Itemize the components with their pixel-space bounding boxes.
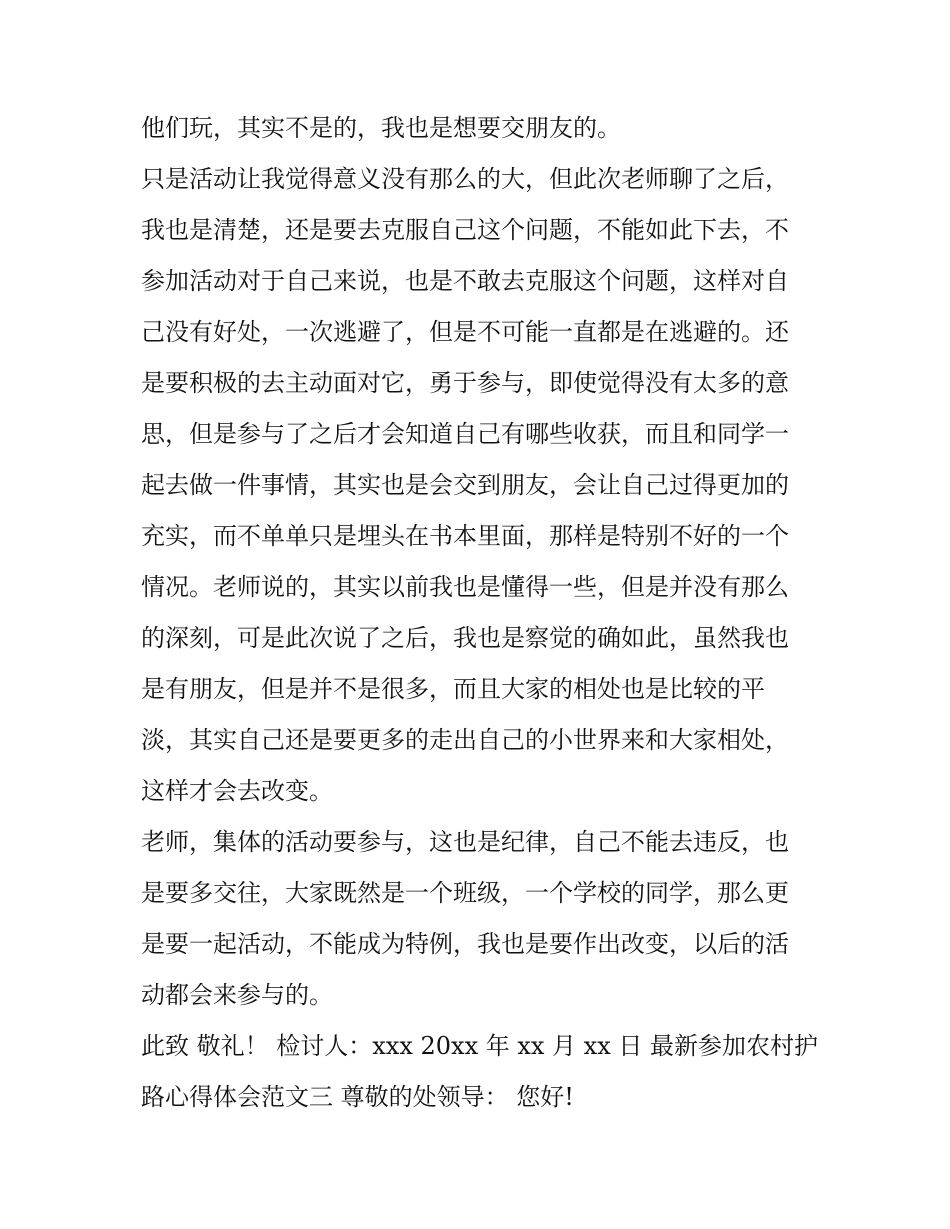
- text-line: 充实，而不单单只是埋头在书本里面，那样是特别不好的一个: [141, 522, 789, 550]
- text-line: 是要一起活动，不能成为特例，我也是要作出改变，以后的活: [141, 930, 789, 958]
- text-line: 他们玩，其实不是的，我也是想要交朋友的。: [141, 114, 621, 142]
- text-line: 己没有好处，一次逃避了，但是不可能一直都是在逃避的。还: [141, 318, 789, 346]
- text-line: 是有朋友，但是并不是很多，而且大家的相处也是比较的平: [141, 675, 765, 703]
- text-line: 此致 敬礼！ 检讨人：xxx 20xx 年 xx 月 xx 日 最新参加农村护: [141, 1032, 819, 1060]
- text-line: 淡，其实自己还是要更多的走出自己的小世界来和大家相处，: [141, 726, 789, 754]
- text-line: 动都会来参与的。: [141, 981, 333, 1009]
- text-line: 思，但是参与了之后才会知道自己有哪些收获，而且和同学一: [141, 420, 789, 448]
- text-line: 参加活动对于自己来说，也是不敢去克服这个问题，这样对自: [141, 267, 789, 295]
- document-body: [141, 103, 821, 1123]
- text-line: 我也是清楚，还是要去克服自己这个问题，不能如此下去，不: [141, 216, 789, 244]
- text-line: 是要积极的去主动面对它，勇于参与，即使觉得没有太多的意: [141, 369, 789, 397]
- text-line: 老师，集体的活动要参与，这也是纪律，自己不能去违反，也: [141, 828, 789, 856]
- text-line: 的深刻，可是此次说了之后，我也是察觉的确如此，虽然我也: [141, 624, 789, 652]
- text-line: 是要多交往，大家既然是一个班级，一个学校的同学，那么更: [141, 879, 789, 907]
- text-line: 路心得体会范文三 尊敬的处领导： 您好!: [141, 1083, 574, 1111]
- text-line: 情况。老师说的，其实以前我也是懂得一些，但是并没有那么: [141, 573, 789, 601]
- text-line: 这样才会去改变。: [141, 777, 333, 805]
- text-line: 起去做一件事情，其实也是会交到朋友，会让自己过得更加的: [141, 471, 789, 499]
- text-line: 只是活动让我觉得意义没有那么的大，但此次老师聊了之后，: [141, 165, 789, 193]
